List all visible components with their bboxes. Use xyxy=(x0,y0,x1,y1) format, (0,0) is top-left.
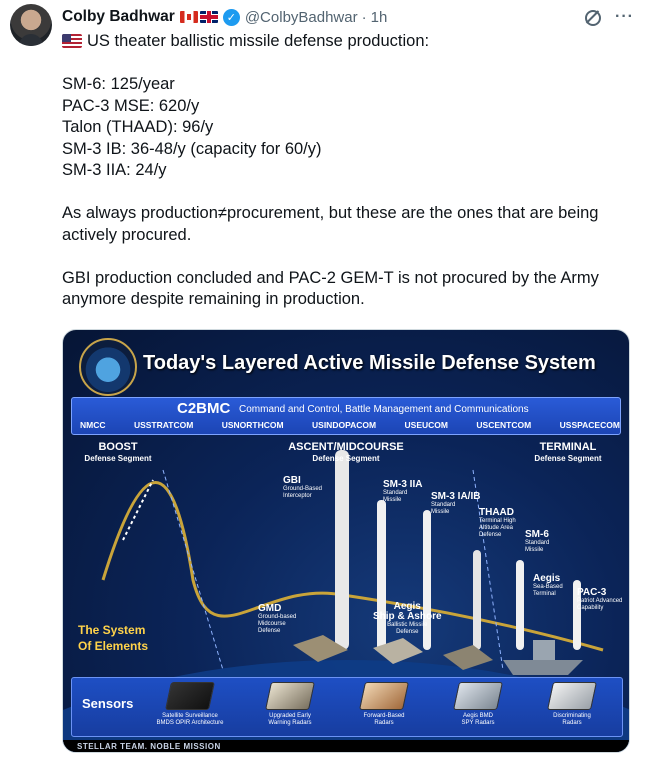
image-title: Today's Layered Active Missile Defense System xyxy=(143,352,596,374)
timestamp[interactable]: 1h xyxy=(370,8,388,26)
tweet-line: As always production≠procurement, but these are the ones that are being actively procured. xyxy=(62,204,599,244)
command-label: USSTRATCOM xyxy=(133,420,194,430)
label-sub: Capability xyxy=(577,605,604,611)
sensor-early-warning xyxy=(250,682,330,727)
segment-subtitle: Defense Segment xyxy=(312,454,380,463)
label-sub: Interceptor xyxy=(283,493,312,499)
boost-segment-label xyxy=(73,442,163,464)
ship-tower xyxy=(533,640,555,660)
tweet-image[interactable] xyxy=(62,329,630,753)
tweet-line: SM-6: 125/year xyxy=(62,75,175,93)
canada-flag-icon xyxy=(180,11,198,23)
command-label: NMCC xyxy=(80,420,106,430)
terminal-segment-label xyxy=(523,442,613,464)
grok-icon[interactable] xyxy=(583,8,601,26)
label-sub: Terminal xyxy=(533,591,556,597)
label-sub: Missile xyxy=(383,497,402,503)
author-handle[interactable]: @ColbyBadhwar xyxy=(244,8,358,26)
command-label: USEUCOM xyxy=(404,420,448,430)
command-list xyxy=(80,420,620,430)
sensor-discriminating xyxy=(532,682,612,727)
ascent-segment-label xyxy=(281,442,411,464)
aegis-sea-label xyxy=(533,574,563,598)
label-sub: Defense xyxy=(258,628,281,634)
sm3-iia-label xyxy=(383,480,422,504)
label-sub: Missile xyxy=(431,509,450,515)
system-line: The System xyxy=(78,623,146,637)
command-label: USSPACECOM xyxy=(559,420,620,430)
gbi-missile xyxy=(335,450,349,650)
more-options-icon[interactable]: ··· xyxy=(615,8,634,25)
label-sub: Ballistic Missile xyxy=(387,622,428,628)
sm3-iaib-label xyxy=(431,492,480,516)
sm6-label xyxy=(525,530,549,554)
label-title: GBI xyxy=(283,475,301,486)
command-label: USNORTHCOM xyxy=(221,420,284,430)
tweet-header xyxy=(62,6,634,28)
uk-flag-icon xyxy=(200,11,218,23)
author-flags xyxy=(180,11,218,23)
gmd-label xyxy=(258,604,296,635)
boost-missile xyxy=(123,480,153,540)
us-flag-icon xyxy=(62,34,82,48)
sensor-label: Upgraded Early xyxy=(269,713,311,719)
label-sub: Terminal High xyxy=(479,518,516,524)
label-sub: Ground-Based xyxy=(283,486,323,492)
thaad-missile xyxy=(473,550,481,650)
label-title: Ship & Ashore xyxy=(373,611,442,622)
sensor-label: Aegis BMD xyxy=(462,713,493,719)
sensor-aegis-spy xyxy=(438,682,518,727)
label-title: Aegis xyxy=(533,573,561,584)
label-sub: Defense xyxy=(396,629,419,635)
mda-emblem xyxy=(79,338,137,396)
tweet-line: SM-3 IIA: 24/y xyxy=(62,161,167,179)
aegis-ashore-label xyxy=(373,602,442,636)
sensor-label: BMDS OPIR Architecture xyxy=(156,720,224,726)
label-sub: Altitude Area xyxy=(479,525,514,531)
radar-icon xyxy=(265,682,315,710)
sensor-label: Warning Radars xyxy=(268,720,312,726)
system-line: Of Elements xyxy=(78,639,149,653)
system-of-elements-label xyxy=(78,622,148,654)
segment-title: TERMINAL xyxy=(539,441,597,453)
sensor-label: Satellite Surveillance xyxy=(162,713,218,719)
avatar[interactable] xyxy=(10,4,52,46)
radar-icon xyxy=(359,682,409,710)
c2bmc-bar xyxy=(71,397,621,435)
label-sub: Standard xyxy=(431,502,456,508)
author-name[interactable]: Colby Badhwar xyxy=(62,8,175,25)
trajectory-path xyxy=(103,483,603,651)
satellite-icon xyxy=(165,682,215,710)
tweet-line: GBI production concluded and PAC-2 GEM-T is not procured by the Army anymore despite remaining in production. xyxy=(62,268,599,308)
label-title: SM-6 xyxy=(525,529,549,540)
ship-radar-icon xyxy=(453,682,503,710)
aegis-ship xyxy=(503,660,583,675)
gbi-label xyxy=(283,476,322,500)
sensors-bar xyxy=(71,677,623,737)
tweet-line: PAC-3 MSE: 620/y xyxy=(62,96,200,115)
segment-subtitle: Defense Segment xyxy=(534,454,602,463)
pac3-label xyxy=(577,588,622,612)
segment-subtitle: Defense Segment xyxy=(84,454,152,463)
segment-title: ASCENT/MIDCOURSE xyxy=(288,441,404,453)
sm6-missile xyxy=(516,560,524,650)
label-sub: Midcourse xyxy=(258,621,286,627)
label-sub: Sea-Based xyxy=(533,584,563,590)
sensor-label: Radars xyxy=(374,720,394,726)
label-title: GMD xyxy=(258,603,282,614)
command-label: USINDOPACOM xyxy=(312,420,377,430)
tweet-text xyxy=(62,31,632,311)
sensor-label: Forward-Based xyxy=(363,713,405,719)
sensor-forward-based xyxy=(344,682,424,727)
c2bmc-subtitle: Command and Control, Battle Management and Communications xyxy=(239,404,529,415)
sensor-label: SPY Radars xyxy=(461,720,495,726)
label-sub: Missile xyxy=(525,547,544,553)
label-title: SM-3 IA/IB xyxy=(431,491,481,502)
sensor-label: Discriminating xyxy=(553,713,591,719)
radome-icon xyxy=(547,682,597,710)
image-footer-text: STELLAR TEAM. NOBLE MISSION xyxy=(77,742,221,751)
label-sub: Standard xyxy=(525,540,550,546)
sensors-title: Sensors xyxy=(82,696,134,711)
tweet-line: SM-3 IB: 36-48/y (capacity for 60/y) xyxy=(62,139,322,158)
label-sub: Ground-based xyxy=(258,614,297,620)
sensor-satellite xyxy=(150,682,230,727)
label-sub: Defense xyxy=(479,532,502,538)
c2bmc-title: C2BMC xyxy=(177,400,231,417)
label-title: Aegis xyxy=(393,601,421,612)
command-label: USCENTCOM xyxy=(476,420,532,430)
segment-divider xyxy=(163,470,223,670)
thaad-label xyxy=(479,508,516,539)
separator: · xyxy=(361,8,367,26)
label-title: PAC-3 xyxy=(577,587,607,598)
tweet-line-text: US theater ballistic missile defense production: xyxy=(87,32,430,50)
segment-title: BOOST xyxy=(98,441,138,453)
sensor-label: Radars xyxy=(562,720,582,726)
tweet-line: Talon (THAAD): 96/y xyxy=(62,118,214,136)
label-sub: Standard xyxy=(383,490,408,496)
label-sub: Patriot Advanced xyxy=(577,598,623,604)
label-title: THAAD xyxy=(479,507,514,518)
label-title: SM-3 IIA xyxy=(383,479,423,490)
verified-badge-icon[interactable]: ✓ xyxy=(223,9,240,26)
header-actions xyxy=(583,8,634,26)
tweet-line xyxy=(62,31,632,53)
